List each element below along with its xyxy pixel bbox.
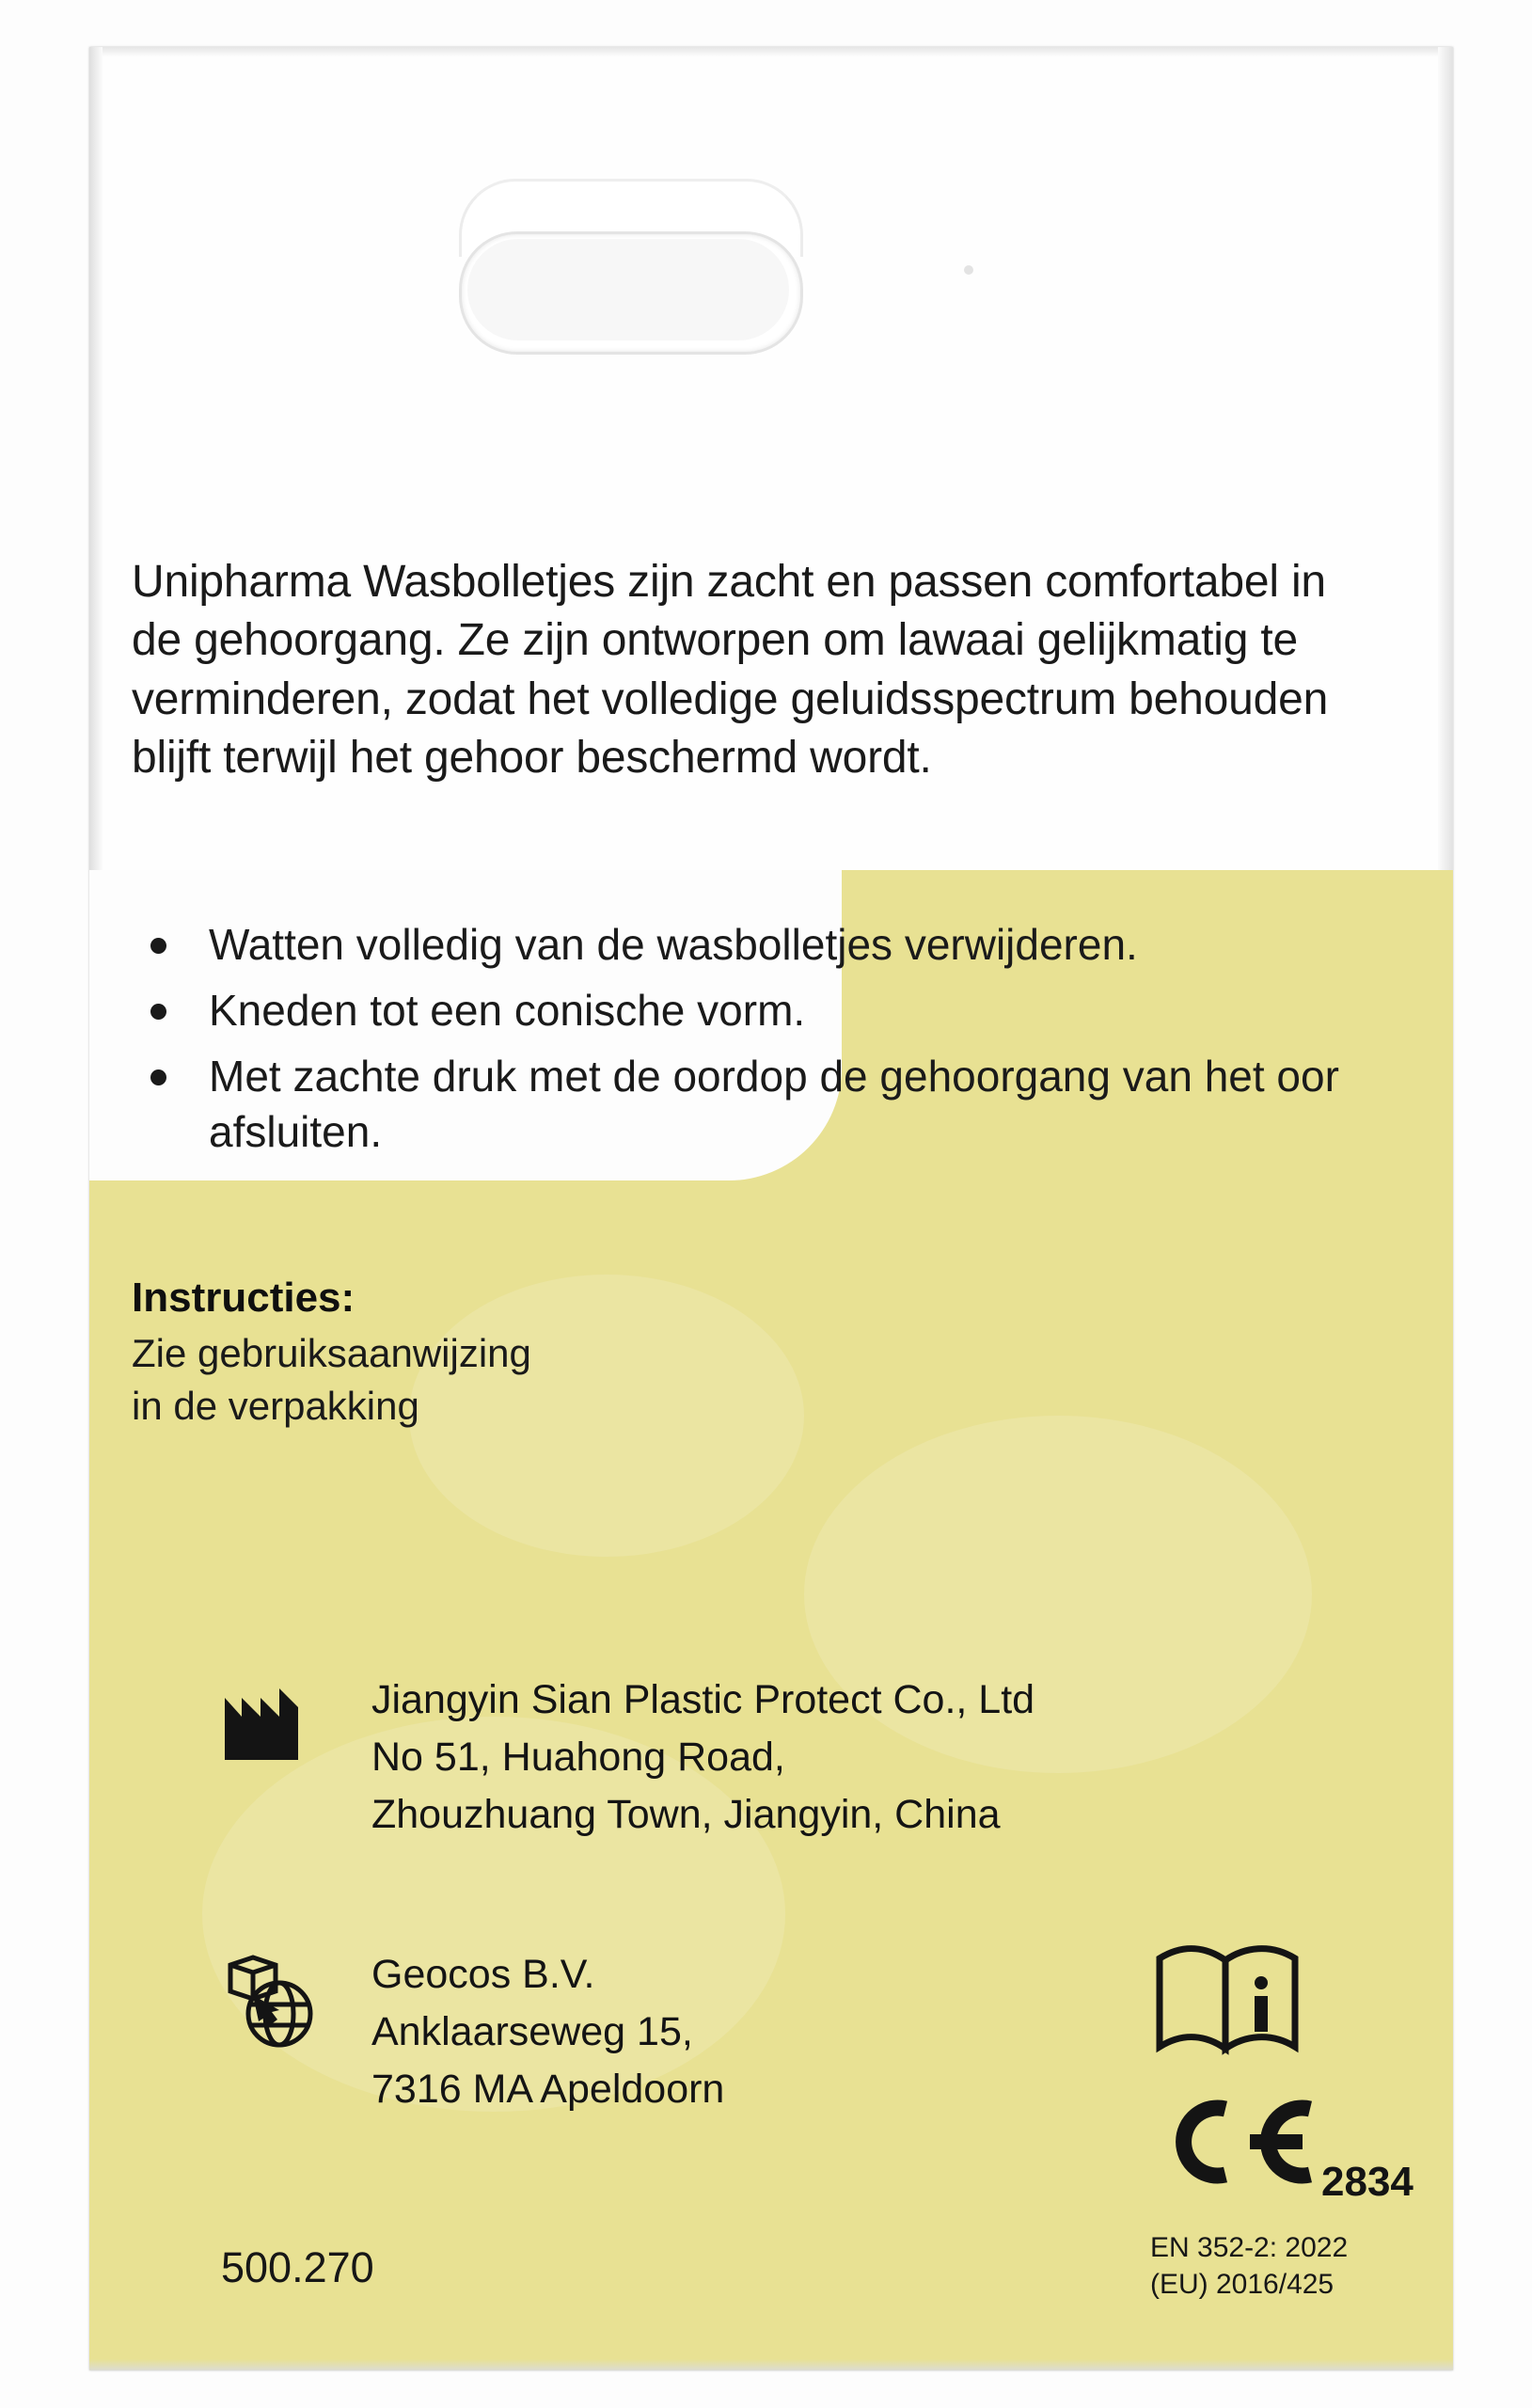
intro-paragraph: Unipharma Wasbolletjes zijn zacht en passen comfortabel in de gehoorgang. Ze zijn ontworpen om lawaai gelijkmatig te verminderen, zodat het volledige geluidsspectrum behouden blijft terwijl het gehoor beschermd wordt. [132,557,1329,784]
manufacturer-address [371,1671,1034,1844]
standard-line-1: EN 352-2: 2022 [1150,2232,1349,2263]
list-item: Kneden tot een conische vorm. [132,983,1392,1039]
factory-icon [221,1679,323,1764]
distributor-line-2: Anklaarseweg 15, [371,2009,693,2055]
standard-line-2: (EU) 2016/425 [1150,2269,1335,2300]
distributor-line-1: Geocos B.V. [371,1952,595,1997]
manufacturer-line-3: Zhouzhuang Town, Jiangyin, China [371,1792,1001,1838]
instructions-booklet-icon [1152,1938,1303,2060]
importer-globe-icon [221,1952,324,2051]
instructions-line-2: in de verpakking [132,1383,419,1428]
ce-mark-icon [1152,2098,1340,2187]
instructions-title: Instructies: [132,1275,355,1321]
instructions-block [132,1275,790,1433]
list-item: Met zachte druk met de oordop de gehoorgang van het oor afsluiten. [132,1049,1392,1162]
manufacturer-line-1: Jiangyin Sian Plastic Protect Co., Ltd [371,1677,1035,1722]
list-item: Watten volledig van de wasbolletjes verwijderen. [132,917,1392,974]
usage-bullet-list [132,917,1392,1170]
notified-body-number: 2834 [1321,2159,1414,2205]
article-code: 500.270 [221,2243,374,2291]
distributor-address [371,1946,724,2118]
product-package [89,47,1453,2370]
distributor-line-3: 7316 MA Apeldoorn [371,2067,725,2113]
instructions-line-1: Zie gebruiksaanwijzing [132,1331,531,1375]
manufacturer-line-2: No 51, Huahong Road, [371,1735,785,1781]
standards-text [1150,2229,1348,2303]
